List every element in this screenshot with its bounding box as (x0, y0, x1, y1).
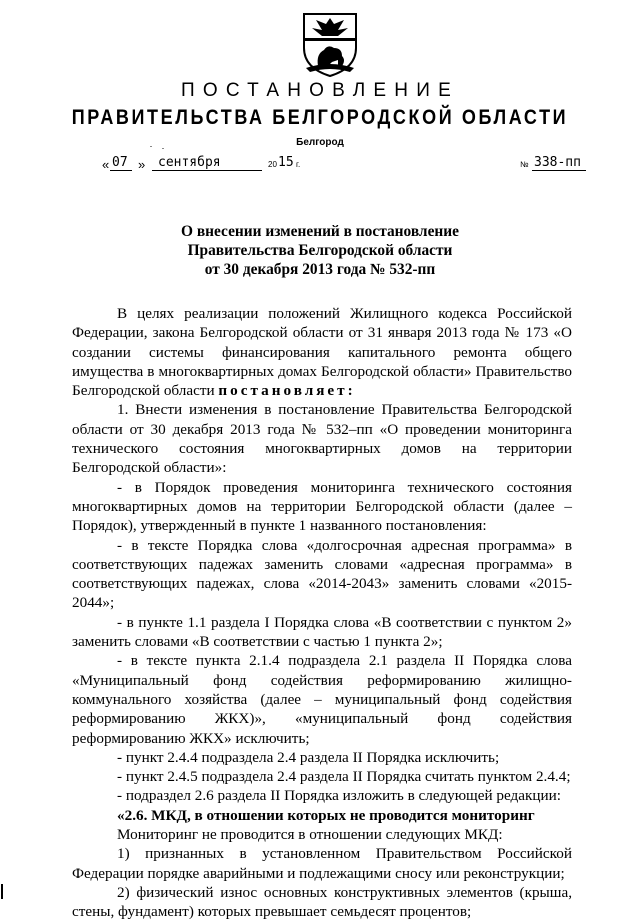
paragraph: - в тексте пункта 2.1.4 подраздела 2.1 раздела II Порядка слова «Муниципальный фонд содействия реформированию жилищно-коммунального хозяйства (далее – муниципальный фонд содействия реформированию ЖКХ)», «муниципальный фонд содействия реформированию ЖКХ» исключить; (72, 652, 572, 747)
subsection-heading: «2.6. МКД, в отношении которых не проводится мониторинг (117, 806, 535, 824)
paragraph: - подраздел 2.6 раздела II Порядка изложить в следующей редакции: (117, 787, 562, 805)
paragraph (72, 304, 572, 400)
close-quote: » (138, 157, 146, 172)
paragraph: - в Порядок проведения мониторинга технического состояния многоквартирных домов на территории Белгородской области (далее – Порядок), утвержденный в пункте 1 названного постановления: (72, 478, 572, 535)
document-issuer: ПРАВИТЕЛЬСТВА БЕЛГОРОДСКОЙ ОБЛАСТИ (71, 104, 569, 129)
document-heading (0, 222, 640, 279)
document-body (72, 304, 572, 922)
open-quote: « (102, 157, 110, 172)
month-underline (152, 170, 262, 171)
paragraph: Мониторинг не проводится в отношении следующих МКД: (117, 826, 503, 844)
day-underline (110, 170, 132, 171)
document-number: 338-пп (534, 155, 581, 170)
paragraph: - пункт 2.4.4 подраздела 2.4 раздела II Порядка исключить; (117, 748, 500, 766)
heading-line: Правительства Белгородской области (187, 242, 453, 259)
paragraph-text: В целях реализации положений Жилищного кодекса Российской Федерации, закона Белгородской области от 31 января 2013 года № 173 «О создании системы финансирования капитального ремонта общего имущества в многоквартирных домах Белгородской области» Правительство Белгородской области (72, 305, 572, 400)
paragraph: - в тексте Порядка слова «долгосрочная адресная программа» в соответствующих падежах заменить словами «адресная программа» в соответствующих падежах, слова «2014-2043» заменить словами «2015-2044»; (72, 536, 572, 612)
scan-edge-mark (1, 884, 3, 899)
belgorod-coat-of-arms-icon (298, 10, 362, 78)
heading-line: О внесении изменений в постановление (181, 223, 459, 240)
date-day: 07 (112, 155, 128, 170)
date-month: сентября (158, 155, 221, 170)
year-suffix: 15 (278, 155, 294, 170)
paragraph: 2) физический износ основных конструктивных элементов (крыша, стены, фундамент) которых превышает семьдесят процентов; (72, 883, 572, 921)
document-city: Белгород (296, 137, 344, 148)
document-title: ПОСТАНОВЛЕНИЕ (181, 80, 459, 101)
dateline (100, 156, 590, 176)
paragraph: - пункт 2.4.5 подраздела 2.4 раздела II Порядка считать пунктом 2.4.4; (117, 768, 571, 786)
paragraph: 1) признанных в установленном Правительством Российской Федерации порядке аварийными и подлежащими сносу или реконструкции; (72, 845, 572, 882)
paragraph: - в пункте 1.1 раздела I Порядка слова «В соответствии с пунктом 2» заменить словами «В соответствии с частью 1 пункта 2»; (72, 613, 572, 651)
resolution-word: постановляет: (218, 382, 356, 400)
paragraph: 1. Внести изменения в постановление Правительства Белгородской области от 30 декабря 2013 года № 532–пп «О проведении мониторинга технического состояния многоквартирных домов на территории Белгородской области»: (72, 401, 572, 477)
scan-speck (150, 146, 152, 147)
number-underline (532, 170, 586, 171)
scan-speck (162, 148, 164, 149)
year-unit: г. (296, 160, 301, 169)
heading-line: от 30 декабря 2013 года № 532-пп (204, 261, 436, 278)
number-prefix: № (520, 160, 529, 169)
year-prefix: 20 (268, 160, 277, 169)
